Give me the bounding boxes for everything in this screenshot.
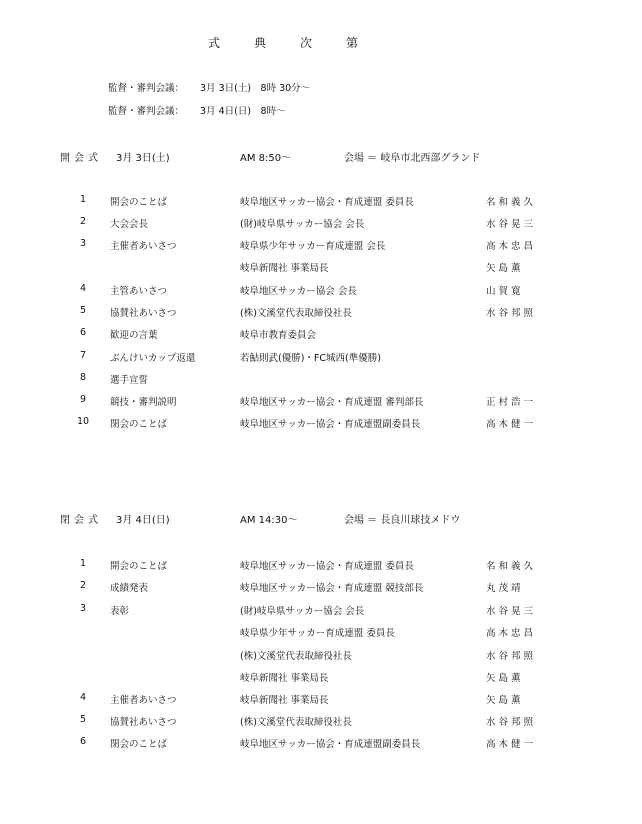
person-name: 水谷邦照 xyxy=(486,717,537,728)
program-row xyxy=(0,603,642,617)
organization: 若鮎則武(優勝)・FC城西(準優勝) xyxy=(240,353,381,364)
program-row xyxy=(0,558,642,572)
organization: 岐阜地区サッカー協会・育成連盟副委員長 xyxy=(240,739,421,750)
program-row xyxy=(0,714,642,728)
person-name: 山賀寛 xyxy=(486,286,524,297)
person-name: 矢島薫 xyxy=(486,263,524,274)
section-venue: 会場 ＝ 岐阜市北西部グランド xyxy=(344,153,481,164)
organization: (株)文溪堂代表取締役社長 xyxy=(240,717,352,728)
organization: (株)文溪堂代表取締役社長 xyxy=(240,308,352,319)
program-row xyxy=(0,194,642,208)
person-name: 水谷邦照 xyxy=(486,308,537,319)
organization: 岐阜新聞社 事業局長 xyxy=(240,673,329,684)
meeting-value: 3月 3日(土) 8時 30分～ xyxy=(200,83,311,94)
organization: 岐阜地区サッカー協会・育成連盟 審判部長 xyxy=(240,397,424,408)
program-row xyxy=(0,260,642,274)
meeting-schedule-2 xyxy=(108,103,286,117)
person-name: 高木健一 xyxy=(486,419,537,430)
program-row xyxy=(0,692,642,706)
row-number: 8 xyxy=(79,372,87,383)
program-row xyxy=(0,394,642,408)
program-item: 協賛社あいさつ xyxy=(110,308,177,319)
organization: 岐阜市教育委員会 xyxy=(240,330,317,341)
program-row xyxy=(0,416,642,430)
program-item: 協賛社あいさつ xyxy=(110,717,177,728)
row-number: 2 xyxy=(79,216,87,227)
title-char: 典 xyxy=(253,36,266,50)
organization: 岐阜地区サッカー協会・育成連盟 委員長 xyxy=(240,197,414,208)
program-item: 開会のことば xyxy=(110,197,168,208)
person-name: 水谷晃三 xyxy=(486,219,537,230)
row-number: 9 xyxy=(79,394,87,405)
organization: 岐阜新聞社 事業局長 xyxy=(240,695,329,706)
program-item: 歓迎の言葉 xyxy=(110,330,158,341)
section-venue: 会場 ＝ 長良川球技メドウ xyxy=(344,515,461,526)
program-item: 主管あいさつ xyxy=(110,286,168,297)
organization: 岐阜県少年サッカー育成連盟 会長 xyxy=(240,241,386,252)
section-time: AM 14:30～ xyxy=(240,515,298,526)
organization: (財)岐阜県サッカー協会 会長 xyxy=(240,219,365,230)
person-name: 水谷晃三 xyxy=(486,606,537,617)
person-name: 丸茂靖 xyxy=(486,583,524,594)
program-row xyxy=(0,350,642,364)
program-row xyxy=(0,216,642,230)
program-item: 競技・審判説明 xyxy=(110,397,177,408)
program-item: 主催者あいさつ xyxy=(110,695,177,706)
program-row xyxy=(0,670,642,684)
section-title: 開会式 xyxy=(60,153,102,164)
program-item: 成績発表 xyxy=(110,583,149,594)
row-number: 10 xyxy=(76,416,90,427)
page-title xyxy=(208,34,358,51)
row-number: 3 xyxy=(79,603,87,614)
person-name: 正村浩一 xyxy=(486,397,537,408)
organization: 岐阜地区サッカー協会・育成連盟 委員長 xyxy=(240,561,414,572)
program-row xyxy=(0,238,642,252)
person-name: 矢島薫 xyxy=(486,673,524,684)
section-title: 閉会式 xyxy=(60,515,102,526)
program-item: 閉会のことば xyxy=(110,419,168,430)
row-number: 4 xyxy=(79,692,87,703)
person-name: 矢島薫 xyxy=(486,695,524,706)
person-name: 高木健一 xyxy=(486,739,537,750)
person-name: 名和義久 xyxy=(486,561,537,572)
program-item: 主催者あいさつ xyxy=(110,241,177,252)
meeting-label: 監督・審判会議： xyxy=(108,83,185,94)
row-number: 1 xyxy=(79,194,87,205)
program-row xyxy=(0,625,642,639)
organization: (株)文溪堂代表取締役社長 xyxy=(240,651,352,662)
section-header-opening xyxy=(60,149,620,163)
organization: (財)岐阜県サッカー協会 会長 xyxy=(240,606,365,617)
program-row xyxy=(0,648,642,662)
row-number: 1 xyxy=(79,558,87,569)
title-char: 次 xyxy=(299,36,312,50)
row-number: 5 xyxy=(79,305,87,316)
organization: 岐阜県少年サッカー育成連盟 委員長 xyxy=(240,628,395,639)
section-header-closing xyxy=(60,511,620,525)
row-number: 2 xyxy=(79,580,87,591)
section-time: AM 8:50～ xyxy=(240,153,292,164)
program-row xyxy=(0,580,642,594)
program-row xyxy=(0,736,642,750)
program-row xyxy=(0,283,642,297)
organization: 岐阜地区サッカー協会・育成連盟副委員長 xyxy=(240,419,421,430)
title-char: 式 xyxy=(208,36,221,50)
person-name: 水谷邦照 xyxy=(486,651,537,662)
program-item: 大会会長 xyxy=(110,219,149,230)
program-item: 選手宣誓 xyxy=(110,375,149,386)
row-number: 7 xyxy=(79,350,87,361)
row-number: 3 xyxy=(79,238,87,249)
program-row xyxy=(0,327,642,341)
section-date: 3月 3日(土) xyxy=(116,153,170,164)
person-name: 名和義久 xyxy=(486,197,537,208)
program-item: ぶんけいカップ返還 xyxy=(110,353,196,364)
program-row xyxy=(0,372,642,386)
organization: 岐阜新聞社 事業局長 xyxy=(240,263,329,274)
row-number: 4 xyxy=(79,283,87,294)
meeting-value: 3月 4日(日) 8時～ xyxy=(200,106,286,117)
person-name: 高木忠昌 xyxy=(486,628,537,639)
organization: 岐阜地区サッカー協会 会長 xyxy=(240,286,357,297)
person-name: 高木忠昌 xyxy=(486,241,537,252)
organization: 岐阜地区サッカー協会・育成連盟 競技部長 xyxy=(240,583,424,594)
row-number: 6 xyxy=(79,327,87,338)
section-date: 3月 4日(日) xyxy=(116,515,170,526)
meeting-label: 監督・審判会議： xyxy=(108,106,185,117)
row-number: 6 xyxy=(79,736,87,747)
program-item: 開会のことば xyxy=(110,561,168,572)
program-item: 表彰 xyxy=(110,606,130,617)
title-char: 第 xyxy=(345,36,358,50)
meeting-schedule-1 xyxy=(108,80,310,94)
program-row xyxy=(0,305,642,319)
program-item: 閉会のことば xyxy=(110,739,168,750)
row-number: 5 xyxy=(79,714,87,725)
